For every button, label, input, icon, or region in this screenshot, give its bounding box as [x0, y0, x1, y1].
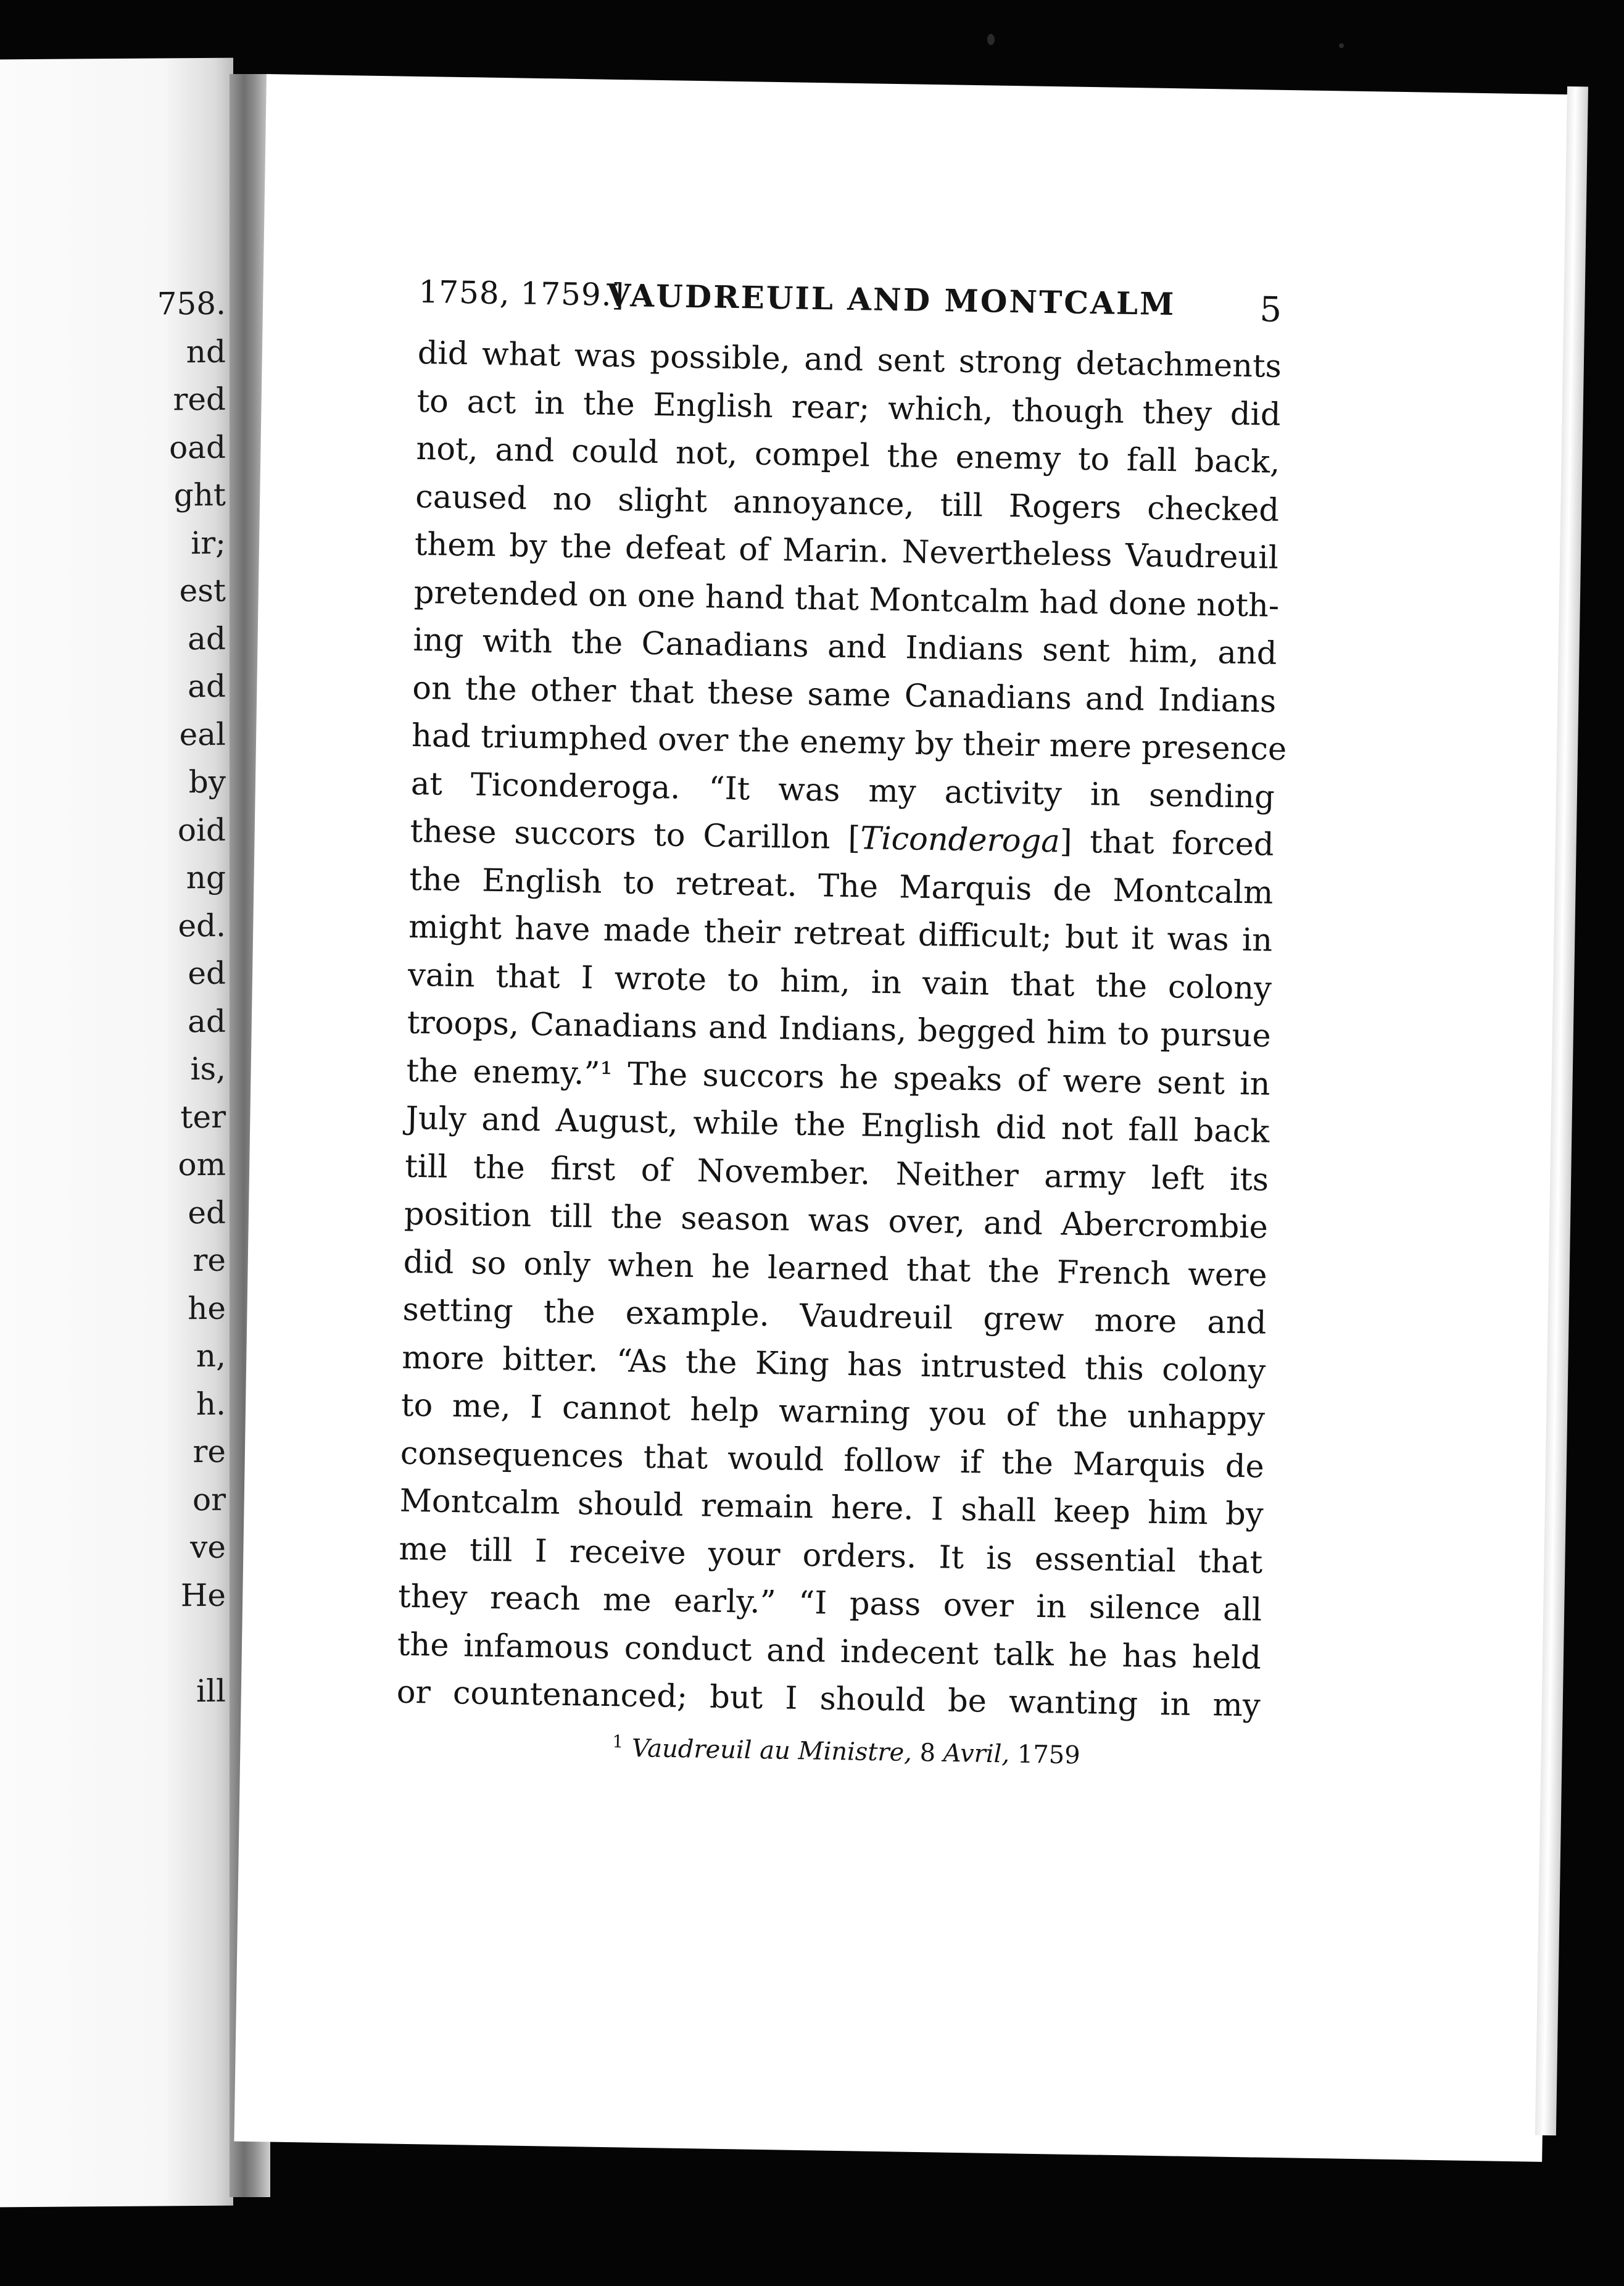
- facing-page-fragment: ter: [180, 1099, 226, 1135]
- body-text: [396, 330, 1287, 1730]
- facing-page-fragment: ir;: [191, 525, 226, 561]
- text-line: ing with the Canadians and Indians sent him, and: [413, 621, 1277, 672]
- text-line: position till the season was over, and Abercrombie: [404, 1195, 1269, 1246]
- text-line: troops, Canadians and Indians, begged him to pursue: [407, 1004, 1272, 1055]
- facing-page-fragment: red: [173, 381, 226, 418]
- facing-page-fragment: nd: [186, 333, 226, 370]
- facing-page-fragment: n,: [196, 1337, 226, 1374]
- text-line: had triumphed over the enemy by their mere presence: [411, 717, 1287, 768]
- facing-page-fragment: om: [178, 1146, 226, 1183]
- text-line: not, and could not, compel the enemy to fall back,: [416, 430, 1280, 481]
- text-line: me till I receive your orders. It is essential that: [399, 1531, 1263, 1581]
- facing-page-fragment: est: [179, 572, 226, 609]
- text-line: till the first of November. Neither army left its: [404, 1148, 1269, 1199]
- facing-page-fragment: ed: [188, 955, 226, 992]
- facing-page-fragment: ng: [186, 859, 226, 896]
- page-number: 5: [1259, 289, 1283, 330]
- scan-speck: [987, 34, 995, 45]
- text-line-part: these succors to Carillon [: [410, 813, 861, 857]
- text-line: might have made their retreat difficult; but it was in: [408, 908, 1273, 959]
- facing-page-fragment: ad: [188, 668, 226, 705]
- facing-page-fragment: h.: [196, 1386, 226, 1422]
- text-line: to me, I cannot help warning you of the unhappy: [400, 1387, 1266, 1437]
- running-head-years: 1758, 1759.]: [418, 273, 625, 314]
- facing-page-text-fragments: [146, 280, 226, 1716]
- text-line: the infamous conduct and indecent talk he has held: [397, 1626, 1262, 1677]
- text-line: the enemy.”¹ The succors he speaks of were sent in: [406, 1052, 1270, 1103]
- text-line: they reach me early.” “I pass over in silence all: [397, 1578, 1262, 1629]
- text-line: to act in the English rear; which, though they did: [416, 383, 1281, 433]
- facing-page-fragment: ed: [188, 1194, 226, 1231]
- facing-page-fragment: eal: [179, 716, 226, 752]
- text-line: setting the example. Vaudreuil grew more and: [402, 1291, 1267, 1342]
- text-line: the English to retreat. The Marquis de Montcalm: [409, 861, 1274, 912]
- text-line: consequences that would follow if the Marquis de: [400, 1435, 1265, 1486]
- text-line: caused no slight annoyance, till Rogers checked: [415, 478, 1280, 529]
- facing-page-fragment: ill: [196, 1673, 226, 1709]
- footnote-marker: 1: [612, 1731, 624, 1752]
- page-text-block: [396, 273, 1287, 1773]
- facing-page-fragment: ad: [188, 620, 226, 657]
- facing-page-fragment: 758.: [157, 285, 226, 322]
- text-line: them by the defeat of Marin. Nevertheless Vaudreuil: [414, 526, 1279, 576]
- text-line: pretended on one hand that Montcalm had done noth-: [413, 574, 1280, 625]
- facing-page: [0, 58, 233, 2208]
- text-line: July and August, while the English did not fall back: [405, 1100, 1270, 1150]
- facing-page-fragment: he: [188, 1290, 226, 1326]
- footnote-year: 1759: [1009, 1740, 1081, 1769]
- text-line: or countenanced; but I should be wanting in my: [396, 1674, 1261, 1724]
- text-line: at Ticonderoga. “It was my activity in sending: [410, 765, 1275, 816]
- text-line: more bitter. “As the King has intrusted this colony: [401, 1339, 1266, 1390]
- page: [234, 74, 1574, 2162]
- facing-page-fragment: ad: [188, 1003, 226, 1039]
- facing-page-fragment: [146, 1619, 226, 1668]
- facing-page-fragment: re: [193, 1242, 226, 1279]
- running-head-title: VAUDREUIL AND MONTCALM: [606, 276, 1176, 323]
- text-line: on the other that these same Canadians and Indians: [412, 670, 1277, 720]
- facing-page-fragment: by: [188, 763, 226, 800]
- facing-page-fragment: oid: [177, 812, 226, 848]
- text-line: did so only when he learned that the French were: [403, 1244, 1268, 1294]
- facing-page-fragment: He: [180, 1577, 226, 1613]
- facing-page-fragment: ed.: [178, 907, 226, 944]
- text-line-part: ] that forced: [1059, 823, 1275, 863]
- scan-speck: [1339, 43, 1344, 48]
- facing-page-fragment: oad: [169, 429, 226, 465]
- footnote-source: Vaudreuil au Ministre,: [631, 1734, 913, 1767]
- text-line: vain that I wrote to him, in vain that the colony: [407, 957, 1272, 1007]
- footnote-day: 8: [911, 1738, 944, 1768]
- facing-page-fragment: re: [193, 1433, 226, 1470]
- facing-page-fragment: ght: [173, 476, 226, 513]
- text-line-italic: Ticonderoga: [860, 820, 1061, 860]
- text-line: did what was possible, and sent strong detachments: [417, 335, 1282, 385]
- facing-page-fragment: is,: [190, 1050, 226, 1087]
- facing-page-fragment: or: [192, 1481, 226, 1518]
- facing-page-fragment: ve: [190, 1529, 226, 1566]
- footnote: [396, 1727, 1260, 1772]
- footnote-month: Avril,: [943, 1739, 1010, 1769]
- text-line: Montcalm should remain here. I shall keep him by: [399, 1482, 1264, 1533]
